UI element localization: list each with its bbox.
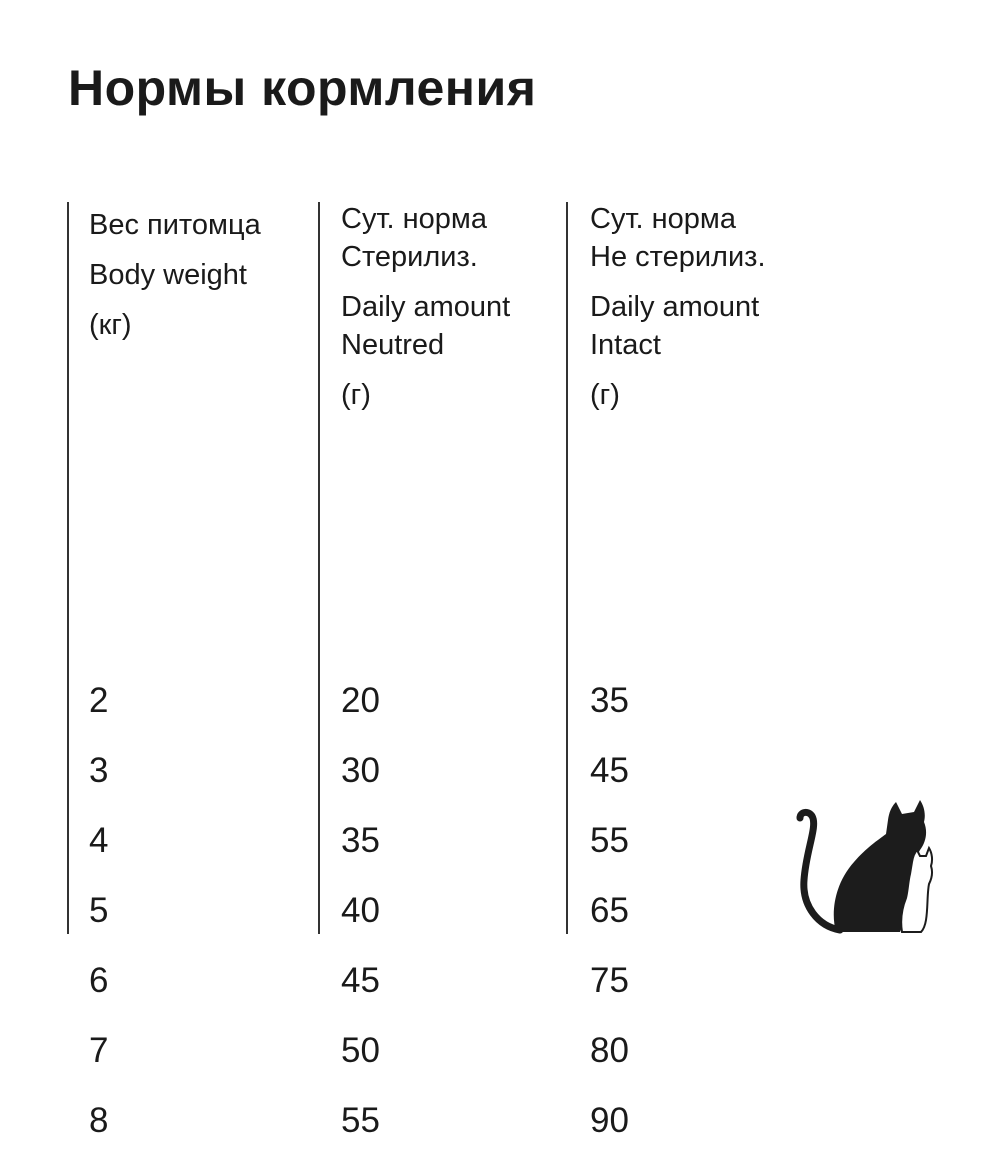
header-line: Daily amount [590, 291, 760, 323]
column-divider [67, 202, 69, 934]
table-cell: 3 [89, 751, 109, 790]
table-cell: 5 [89, 891, 109, 930]
table-cell: 8 [89, 1101, 109, 1140]
header-line: Neutred [341, 329, 445, 361]
table-cell: 50 [341, 1031, 380, 1070]
table-cell: 55 [590, 821, 629, 860]
table-cell: 7 [89, 1031, 109, 1070]
table-cell: 65 [590, 891, 629, 930]
column-header [590, 200, 830, 414]
header-line: Вес питомца [89, 209, 261, 241]
table-cell: 55 [341, 1101, 380, 1140]
value-list [341, 666, 380, 1156]
table-cell: 80 [590, 1031, 629, 1070]
table-cell: 20 [341, 681, 380, 720]
table-cell: 4 [89, 821, 109, 860]
table-cell: 6 [89, 961, 109, 1000]
header-line: Intact [590, 329, 661, 361]
table-cell: 35 [341, 821, 380, 860]
header-line: (г) [590, 379, 620, 411]
header-line: Стерилиз. [341, 241, 478, 273]
header-line: (кг) [89, 309, 132, 341]
header-line: Сут. норма [590, 203, 736, 235]
header-line: (г) [341, 379, 371, 411]
table-cell: 2 [89, 681, 109, 720]
header-line: Body weight [89, 259, 247, 291]
table-cell: 45 [590, 751, 629, 790]
table-cell: 35 [590, 681, 629, 720]
column-header [89, 200, 329, 350]
header-line: Daily amount [341, 291, 511, 323]
page-title: Нормы кормления [68, 60, 537, 116]
table-cell: 40 [341, 891, 380, 930]
column-intact [590, 200, 830, 1140]
column-neutered [341, 200, 581, 1140]
column-header [341, 200, 581, 414]
cat-silhouette-icon [796, 798, 946, 938]
table-cell: 45 [341, 961, 380, 1000]
value-list [89, 666, 108, 1156]
table-cell: 75 [590, 961, 629, 1000]
column-body-weight [89, 200, 329, 1140]
header-line: Не стерилиз. [590, 241, 766, 273]
table-cell: 90 [590, 1101, 629, 1140]
table-cell: 30 [341, 751, 380, 790]
header-line: Сут. норма [341, 203, 487, 235]
value-list [590, 666, 629, 1156]
